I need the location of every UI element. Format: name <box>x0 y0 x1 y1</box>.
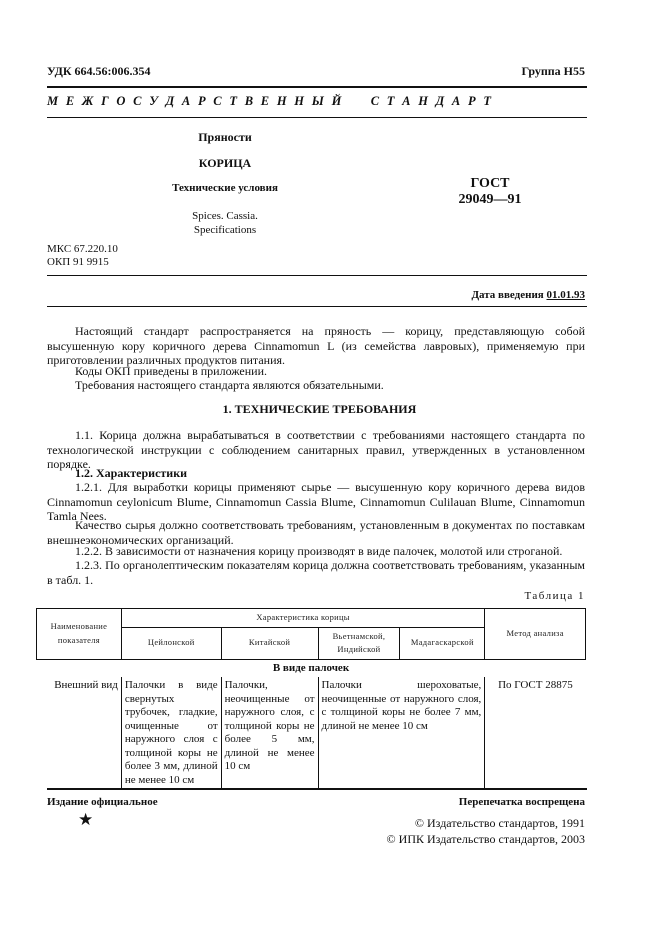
title-line2: КОРИЦА <box>198 156 252 170</box>
characteristics-table <box>36 608 586 789</box>
col-header-vietnam: Вьетнамской, Индийской <box>318 627 400 659</box>
col-header-characteristic: Характеристика корицы <box>121 609 484 628</box>
table-caption: Таблица 1 <box>524 590 585 602</box>
heading-1-2: 1.2. Характеристики <box>75 466 188 480</box>
copyright-2003: © ИПК Издательство стандартов, 2003 <box>386 832 585 846</box>
group-code: Группа Н55 <box>521 64 585 78</box>
okp-code: ОКП 91 9915 <box>47 256 109 268</box>
official-edition: Издание официальное <box>47 796 158 808</box>
intro-date-label: Дата введения <box>471 289 544 301</box>
intro-paragraph-2: Коды ОКП приведены в приложении. <box>75 364 268 378</box>
section-title: 1. ТЕХНИЧЕСКИЕ ТРЕБОВАНИЯ <box>222 402 417 416</box>
header-rule <box>47 86 587 88</box>
title-en2: Specifications <box>193 224 257 236</box>
title-line1: Пряности <box>198 130 252 144</box>
cell-ceylon: Палочки в виде свернутых трубочек, гладкие, очищенные от наружного слоя с толщиной коры не более 3 мм, длиной не менее 10 см <box>121 677 221 789</box>
intro-date-value: 01.01.93 <box>546 289 585 301</box>
col-header-china: Китайской <box>221 627 318 659</box>
table-row <box>37 677 586 789</box>
col-header-madagascar: Мадагаскарской <box>400 627 485 659</box>
footer-rule <box>47 788 587 790</box>
para-1-2-2: 1.2.2. В зависимости от назначения корицу производят в виде палочек, молотой или строганой. <box>75 544 563 558</box>
col-header-name: Наименование показателя <box>37 609 122 660</box>
para-1-1: 1.1. Корица должна вырабатываться в соответствии с требованиями настоящего стандарта по технологической инструкции с соблюдением санитарных правил, утвержденных в установленном порядке. <box>47 428 585 471</box>
para-1-2-3: 1.2.3. По органолептическим показателям корица должна соответствовать требованиям, указанным в табл. 1. <box>47 558 585 587</box>
gost-number: 29049—91 <box>458 192 522 207</box>
udk-code: УДК 664.56:006.354 <box>47 64 151 78</box>
col-header-ceylon: Цейлонской <box>121 627 221 659</box>
cell-china: Палочки, неочищенные от наружного слоя, с толщиной коры не более 5 мм, длиной не менее 10 см <box>221 677 318 789</box>
reprint-prohibited: Перепечатка воспрещена <box>458 796 585 808</box>
cell-vietnam-madagascar: Палочки шероховатые, неочищенные от наружного слоя, с толщиной коры не более 7 мм, длиной не менее 10 см <box>318 677 485 789</box>
date-rule <box>47 306 587 307</box>
para-1-2-1: 1.2.1. Для выработки корицы применяют сырье — высушенную кору коричного дерева видов Cinnamomun ceylonicum Blume, Cinnamomun Cassia Blume, Cinnamomun Culilauan Blume, Cinnamomun Tamla Nees. <box>47 480 585 523</box>
col-header-method: Метод анализа <box>485 609 586 660</box>
star-icon: ★ <box>78 810 94 829</box>
title-line3: Технические условия <box>172 182 278 194</box>
cell-method: По ГОСТ 28875 <box>485 677 586 789</box>
mks-code: МКС 67.220.10 <box>47 243 118 255</box>
copyright-1991: © Издательство стандартов, 1991 <box>414 816 585 830</box>
codes-rule <box>47 275 587 276</box>
title-en1: Spices. Cassia. <box>192 210 258 222</box>
intro-paragraph-3: Требования настоящего стандарта являются обязательными. <box>75 378 384 392</box>
gost-label: ГОСТ <box>470 176 510 191</box>
table-section-row: В виде палочек <box>37 659 586 677</box>
intro-paragraph-1: Настоящий стандарт распространяется на пряность — корицу, представляющую собой высушенную кору коричного дерева Cinnamomun L (из семейства лавровых), применяемую при приготовлении различных продуктов питания. <box>47 324 585 367</box>
para-quality: Качество сырья должно соответствовать требованиям, установленным в документах по поставкам внешнеэкономических организаций. <box>47 518 585 547</box>
header-rule-2 <box>47 117 587 118</box>
standard-type: М Е Ж Г О С У Д А Р С Т В Е Н Н Ы Й С Т А Н Д А Р Т <box>47 94 494 108</box>
intro-date <box>471 289 585 301</box>
row-name: Внешний вид <box>37 677 122 789</box>
